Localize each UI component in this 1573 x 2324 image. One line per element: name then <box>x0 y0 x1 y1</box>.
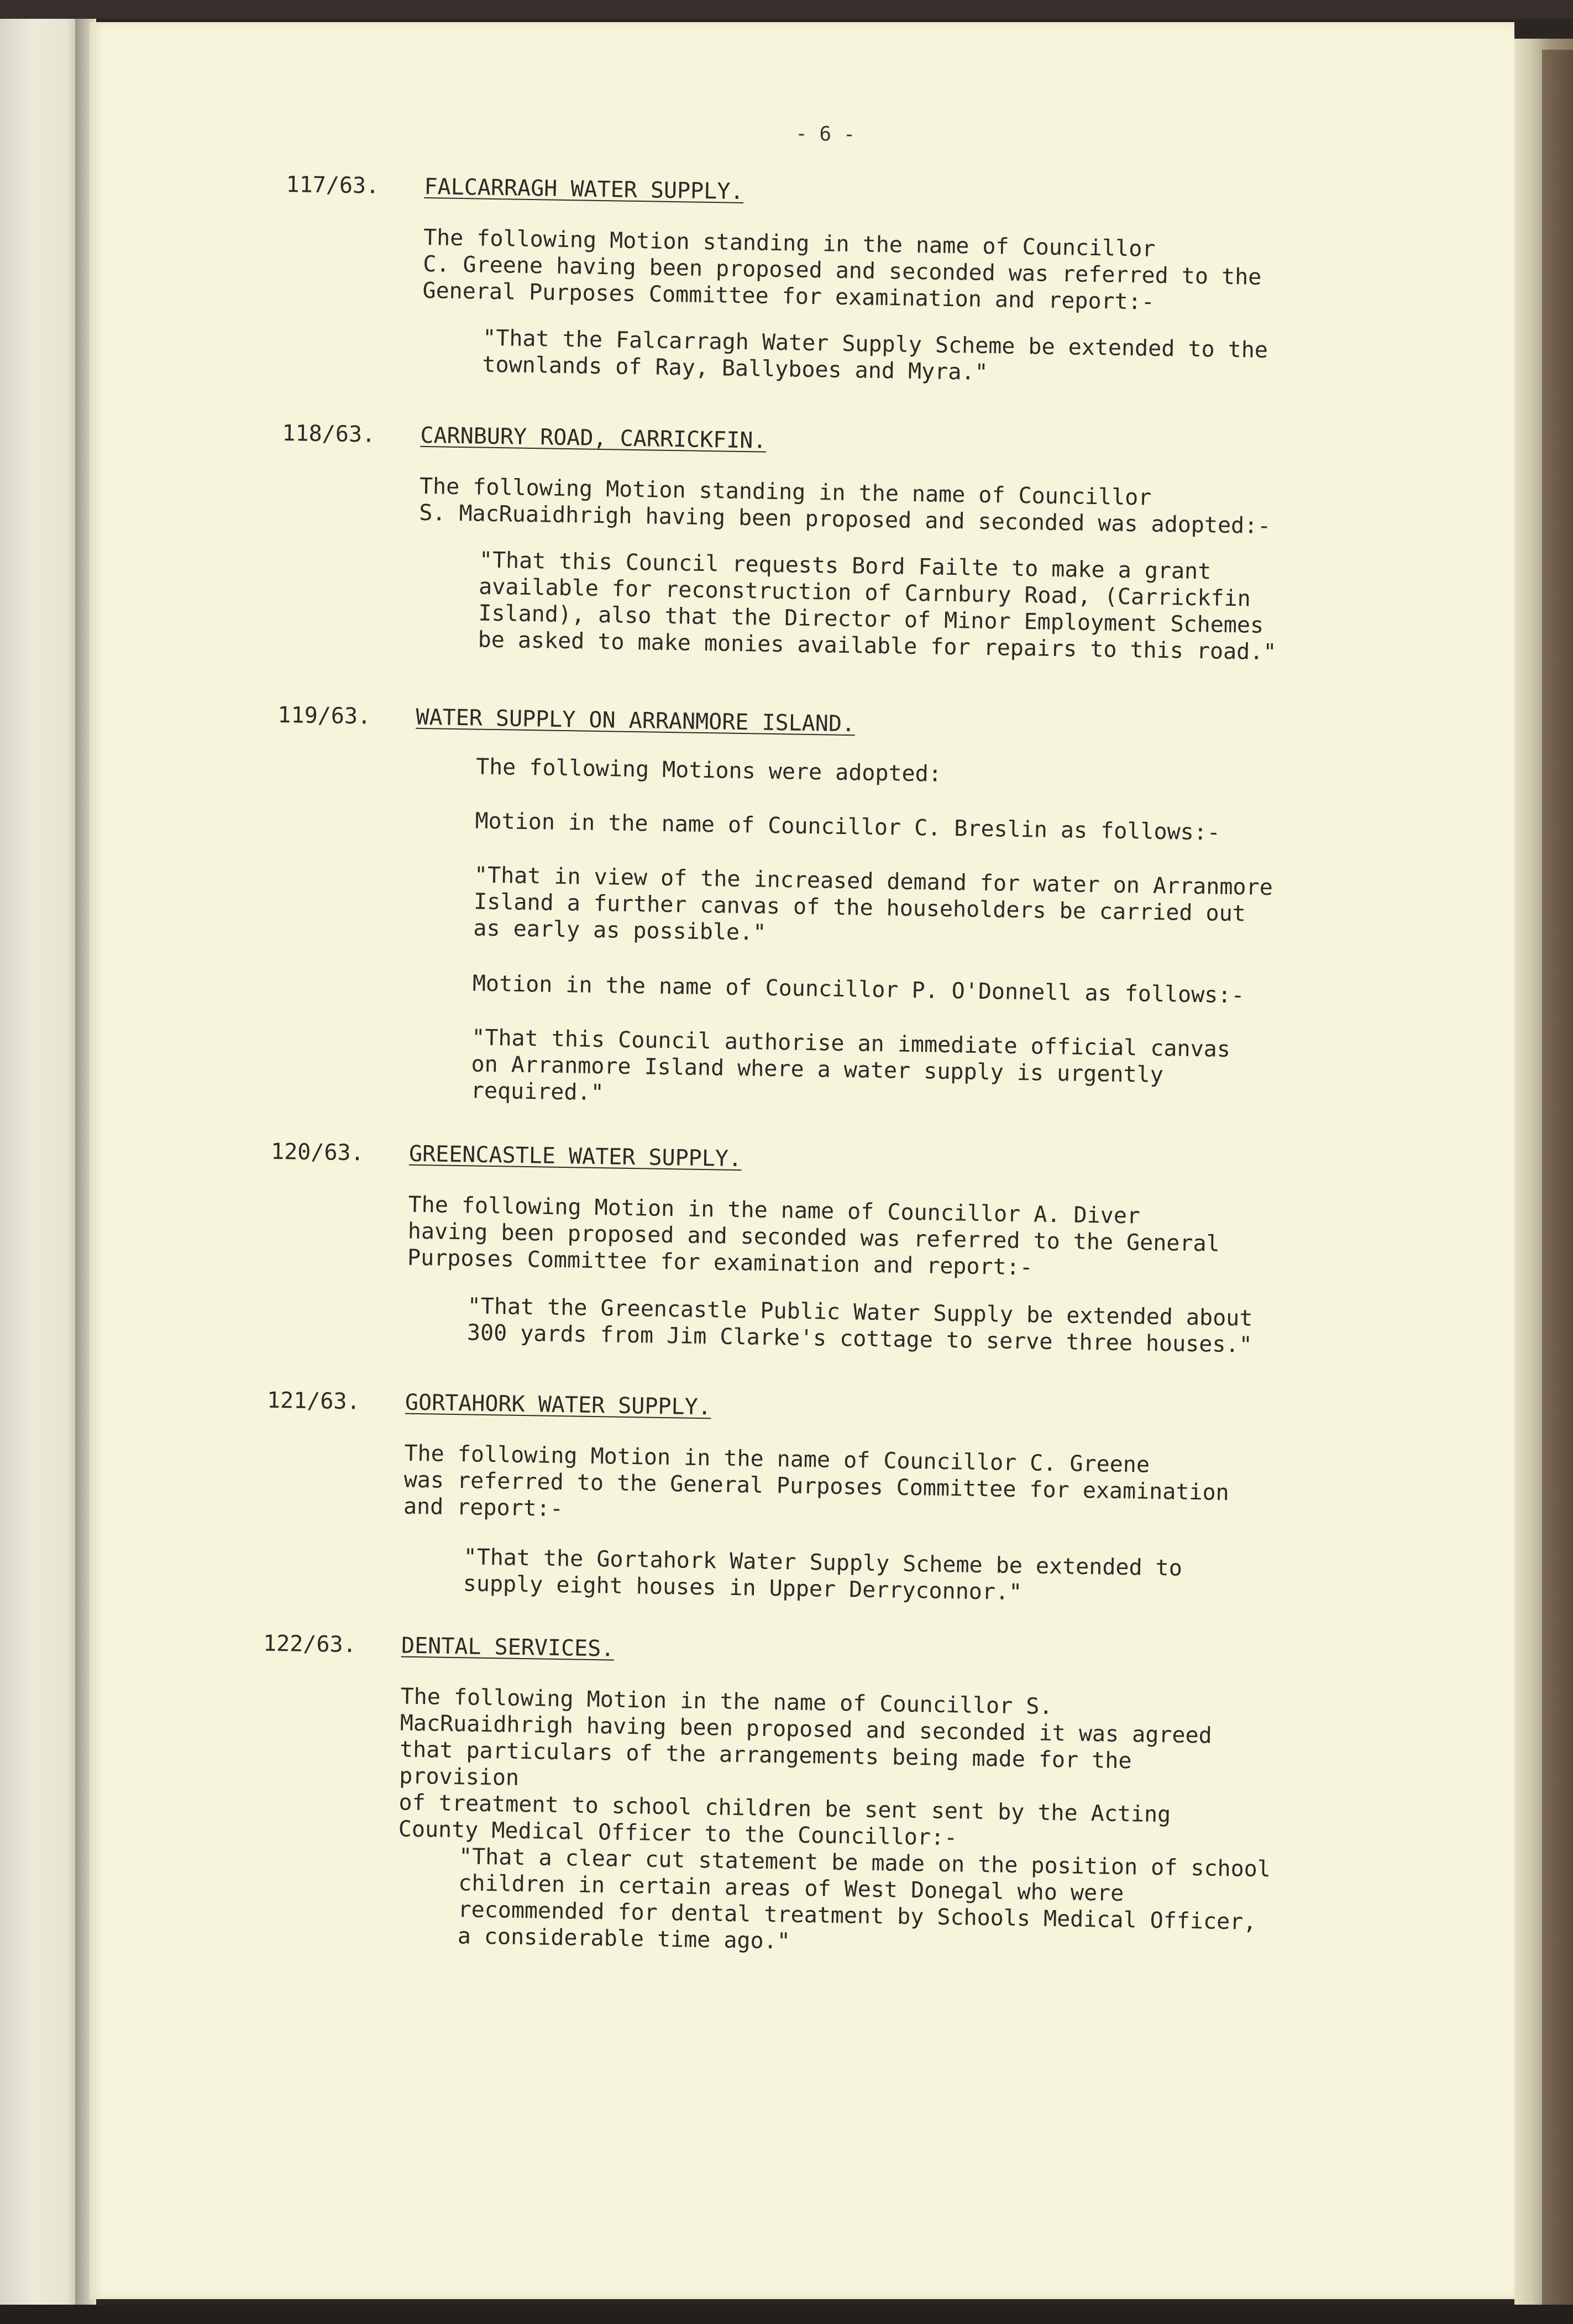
minute-heading: FALCARRAGH WATER SUPPLY. <box>424 174 744 204</box>
motion-intro: The following Motion standing in the name of Councillor S. MacRuaidhrigh having been proposed and seconded was adopted:- <box>418 473 1271 539</box>
book-cover-edge <box>1542 50 1573 2305</box>
minute-heading: DENTAL SERVICES. <box>401 1633 615 1662</box>
motion-quote: "That the Gortahork Water Supply Scheme be extended to supply eight houses in Upper Derryconnor." <box>463 1544 1183 1606</box>
minute-number: 121/63. <box>266 1387 360 1415</box>
minute-number: 117/63. <box>286 171 380 199</box>
motion-quote: "That a clear cut statement be made on the position of school children in certain areas of West Donegal who were recommended for dental treatment by Schools Medical Officer, a considerable time ago." <box>457 1844 1271 1954</box>
motion-intro: The following Motion in the name of Councillor C. Greene was referred to the General Purposes Committee for examination and report:- <box>403 1440 1230 1522</box>
minute-number: 118/63. <box>282 420 376 448</box>
minute-number: 119/63. <box>277 702 371 730</box>
minute-heading: WATER SUPPLY ON ARRANMORE ISLAND. <box>416 704 856 737</box>
motion-quote-breslin: "That in view of the increased demand for water on Arranmore Island a further canvas of the householders be carried out as early as possible." <box>473 862 1273 946</box>
motion-intro: The following Motion in the name of Councillor S. MacRuaidhrigh having been proposed and seconded it was agreed that particulars of the arrangements being made for the provision of treatment to school children be sent sent by the Acting County Medical Officer to the Councillor:- <box>398 1683 1213 1851</box>
minute-number: 120/63. <box>270 1139 365 1166</box>
motions-adopted-line: The following Motions were adopted: <box>475 754 942 787</box>
motion-quote: "That this Council requests Bord Failte to make a grant available for reconstruction of Carnbury Road, (Carrickfin Island), also that the Director of Minor Employment Schemes be asked to make monies available for repairs to this road." <box>478 547 1277 665</box>
motion-odonnell-line: Motion in the name of Councillor P. O'Donnell as follows:- <box>472 970 1245 1009</box>
page-number: - 6 - <box>795 122 856 146</box>
motion-quote: "That the Greencastle Public Water Supply be extended about 300 yards from Jim Clarke's cottage to serve three houses." <box>466 1293 1253 1358</box>
motion-breslin-line: Motion in the name of Councillor C. Breslin as follows:- <box>475 808 1221 846</box>
motion-intro: The following Motion in the name of Councillor A. Diver having been proposed and seconded was referred to the General Purposes Committee for examination and report:- <box>407 1192 1220 1281</box>
motion-quote-odonnell: "That this Council authorise an immediate official canvas on Arranmore Island where a water supply is urgently required." <box>470 1025 1231 1106</box>
minute-number: 122/63. <box>263 1630 357 1658</box>
scan-top-border <box>0 0 1573 19</box>
previous-page-edge <box>0 19 83 2307</box>
motion-intro: The following Motion standing in the name of Councillor C. Greene having been proposed and seconded was referred to the General Purposes Committee for examination and report:- <box>422 224 1262 315</box>
minute-heading: GREENCASTLE WATER SUPPLY. <box>408 1141 742 1172</box>
minute-heading: CARNBURY ROAD, CARRICKFIN. <box>420 422 767 454</box>
minute-heading: GORTAHORK WATER SUPPLY. <box>405 1389 712 1420</box>
motion-quote: "That the Falcarragh Water Supply Scheme be extended to the townlands of Ray, Ballyboes and Myra." <box>482 325 1268 385</box>
scan-bottom-border <box>0 2305 1573 2324</box>
